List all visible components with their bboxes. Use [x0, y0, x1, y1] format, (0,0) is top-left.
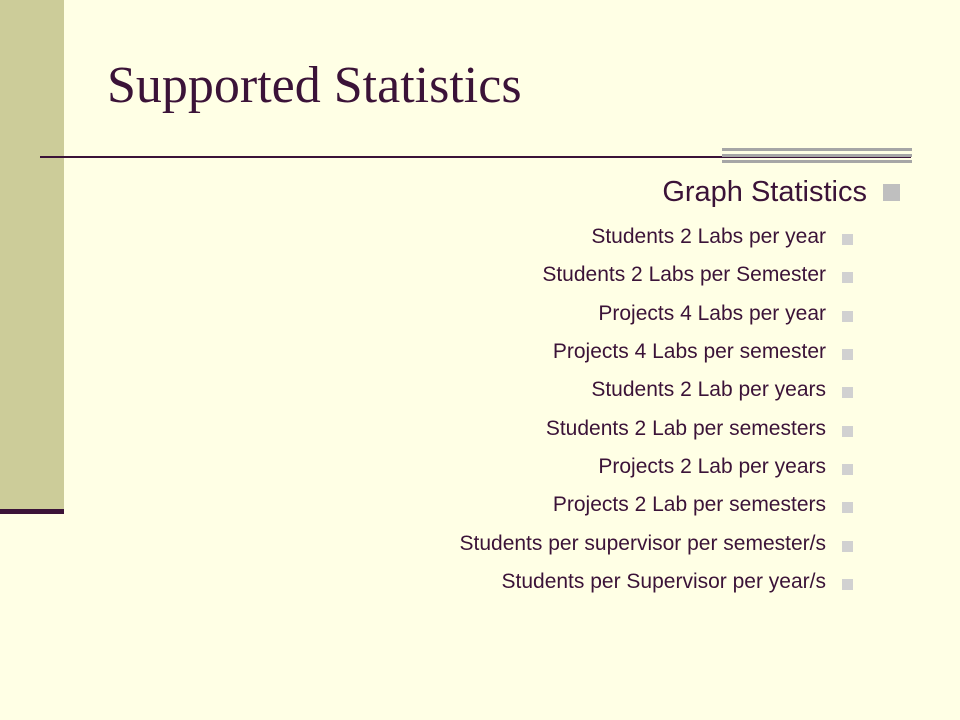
- slide-title: Supported Statistics: [107, 57, 522, 114]
- list-item: Projects 2 Lab per years: [598, 455, 826, 478]
- bullet-icon: [842, 426, 853, 437]
- title-underline-accent: [722, 148, 912, 165]
- bullet-icon: [842, 541, 853, 552]
- bullet-icon: [842, 234, 853, 245]
- section-bullet-icon: [883, 184, 900, 201]
- list-item: Students 2 Labs per Semester: [542, 263, 826, 286]
- list-item: Projects 2 Lab per semesters: [552, 493, 826, 516]
- list-item: Students 2 Lab per semesters: [545, 417, 826, 440]
- bullet-icon: [842, 464, 853, 475]
- list-item: Projects 4 Labs per semester: [552, 340, 826, 363]
- list-item: Students per Supervisor per year/s: [501, 570, 826, 593]
- bullet-icon: [842, 387, 853, 398]
- bullet-icon: [842, 272, 853, 283]
- bullet-icon: [842, 579, 853, 590]
- section-heading: Graph Statistics: [662, 176, 867, 208]
- list-item: Students 2 Labs per year: [591, 225, 826, 248]
- bullet-icon: [842, 502, 853, 513]
- list-item: Students 2 Lab per years: [591, 378, 826, 401]
- bullet-icon: [842, 349, 853, 360]
- list-item: Students per supervisor per semester/s: [459, 532, 826, 555]
- list-item: Projects 4 Labs per year: [598, 302, 826, 325]
- side-accent-divider: [0, 509, 64, 514]
- side-accent-bar: [0, 0, 64, 512]
- bullet-icon: [842, 311, 853, 322]
